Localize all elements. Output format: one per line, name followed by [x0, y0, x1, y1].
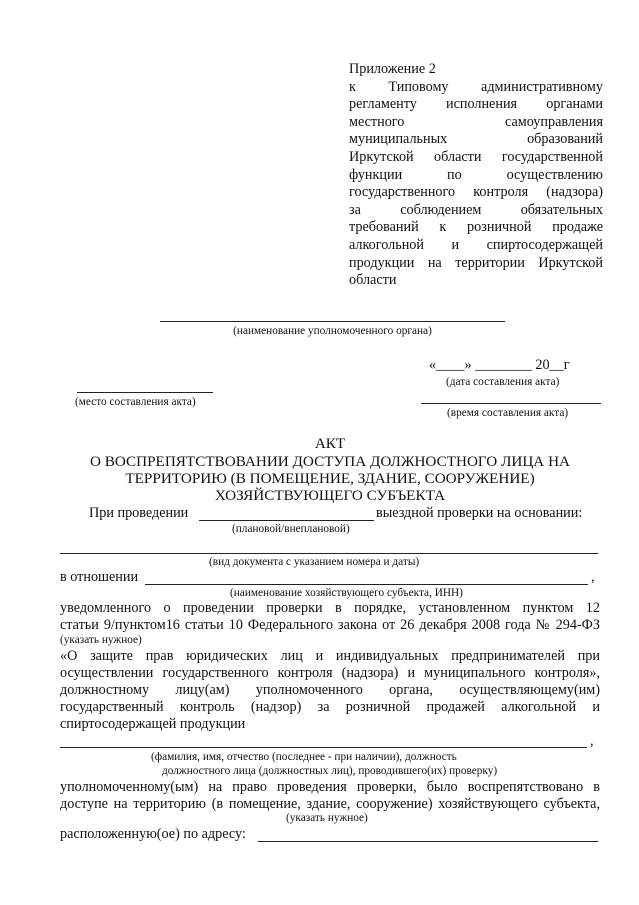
paragraph-line: государственный контроль (надзор) за розничной продажей алкогольной и — [60, 699, 600, 715]
appendix-line: требований к розничной продаже — [349, 219, 603, 236]
specify-note: (указать нужное) — [60, 634, 142, 646]
time-caption: (время составления акта) — [447, 407, 569, 419]
inspection-type-field[interactable] — [199, 520, 374, 521]
appendix-block — [349, 61, 603, 290]
appendix-line: Иркутской области государственной — [349, 148, 603, 165]
appendix-line: Приложение 2 — [349, 61, 436, 77]
document-field[interactable] — [60, 553, 598, 554]
authority-name-field[interactable] — [160, 321, 505, 322]
appendix-line: к Типовому административному — [349, 78, 603, 95]
paragraph-line: уполномоченному(ым) на право проведения проверки, было воспрепятствовано в — [60, 779, 600, 795]
appendix-line: за соблюдением обязательных — [349, 201, 603, 218]
comma: , — [590, 733, 594, 749]
official-caption: должностного лица (должностных лиц), проводившего(их) проверку) — [162, 765, 498, 777]
document-caption: (вид документа с указанием номера и даты) — [209, 556, 420, 568]
date-caption: (дата составления акта) — [446, 376, 560, 388]
appendix-line: местного самоуправления — [349, 113, 603, 130]
address-label: расположенную(ое) по адресу: — [60, 826, 246, 842]
time-field[interactable] — [421, 403, 601, 404]
paragraph-line: уведомленного о проведении проверки в порядке, установленном пунктом 12 — [60, 600, 600, 616]
inspection-caption: (плановой/внеплановой) — [232, 523, 350, 535]
appendix-line: алкогольной и спиртосодержащей — [349, 236, 603, 253]
paragraph-line: осуществлении государственного контроля (надзора) и муниципального контроля», — [60, 665, 600, 681]
appendix-line: муниципальных образований — [349, 131, 603, 148]
paragraph-line: должностному лицу(ам) уполномоченного органа, осуществляющему(им) — [60, 682, 600, 698]
inspection-prefix: При проведении — [89, 505, 189, 521]
entity-field[interactable] — [145, 584, 588, 585]
comma: , — [591, 569, 595, 585]
paragraph-line: «О защите прав юридических лиц и индивидуальных предпринимателей при — [60, 648, 600, 664]
paragraph-line: статьи 9/пунктом16 статьи 10 Федерального закона от 26 декабря 2008 года № 294-ФЗ — [60, 617, 600, 633]
appendix-line: регламенту исполнения органами — [349, 96, 603, 113]
appendix-line: продукции на территории Иркутской — [349, 254, 603, 271]
act-title-line: ТЕРРИТОРИЮ (В ПОМЕЩЕНИЕ, ЗДАНИЕ, СООРУЖЕНИЕ) — [125, 470, 535, 487]
appendix-line: функции по осуществлению — [349, 166, 603, 183]
specify-note: (указать нужное) — [286, 812, 368, 824]
appendix-line: государственного контроля (надзора) — [349, 184, 603, 201]
address-field[interactable] — [258, 841, 598, 842]
act-title-line: ХОЗЯЙСТВУЮЩЕГО СУБЪЕКТА — [214, 487, 446, 504]
place-field[interactable] — [77, 392, 213, 393]
date-field[interactable]: «____» ________ 20__г — [429, 357, 570, 373]
inspection-suffix: выездной проверки на основании: — [376, 505, 583, 521]
act-title: АКТ — [314, 435, 346, 452]
act-title-line: О ВОСПРЕПЯТСТВОВАНИИ ДОСТУПА ДОЛЖНОСТНОГО ЛИЦА НА — [89, 453, 571, 470]
paragraph-line: доступе на территорию (в помещение, здание, сооружение) хозяйствующего субъекта, — [60, 796, 600, 812]
official-caption: (фамилия, имя, отчество (последнее - при наличии), должность — [151, 751, 457, 763]
appendix-line: области — [349, 272, 397, 289]
official-field[interactable] — [60, 747, 587, 748]
authority-caption: (наименование уполномоченного органа) — [233, 325, 432, 337]
entity-caption: (наименование хозяйствующего субъекта, ИНН) — [230, 587, 463, 599]
paragraph-line: спиртосодержащей продукции — [60, 716, 246, 732]
regarding-label: в отношении — [60, 569, 139, 585]
place-caption: (место составления акта) — [75, 396, 196, 408]
